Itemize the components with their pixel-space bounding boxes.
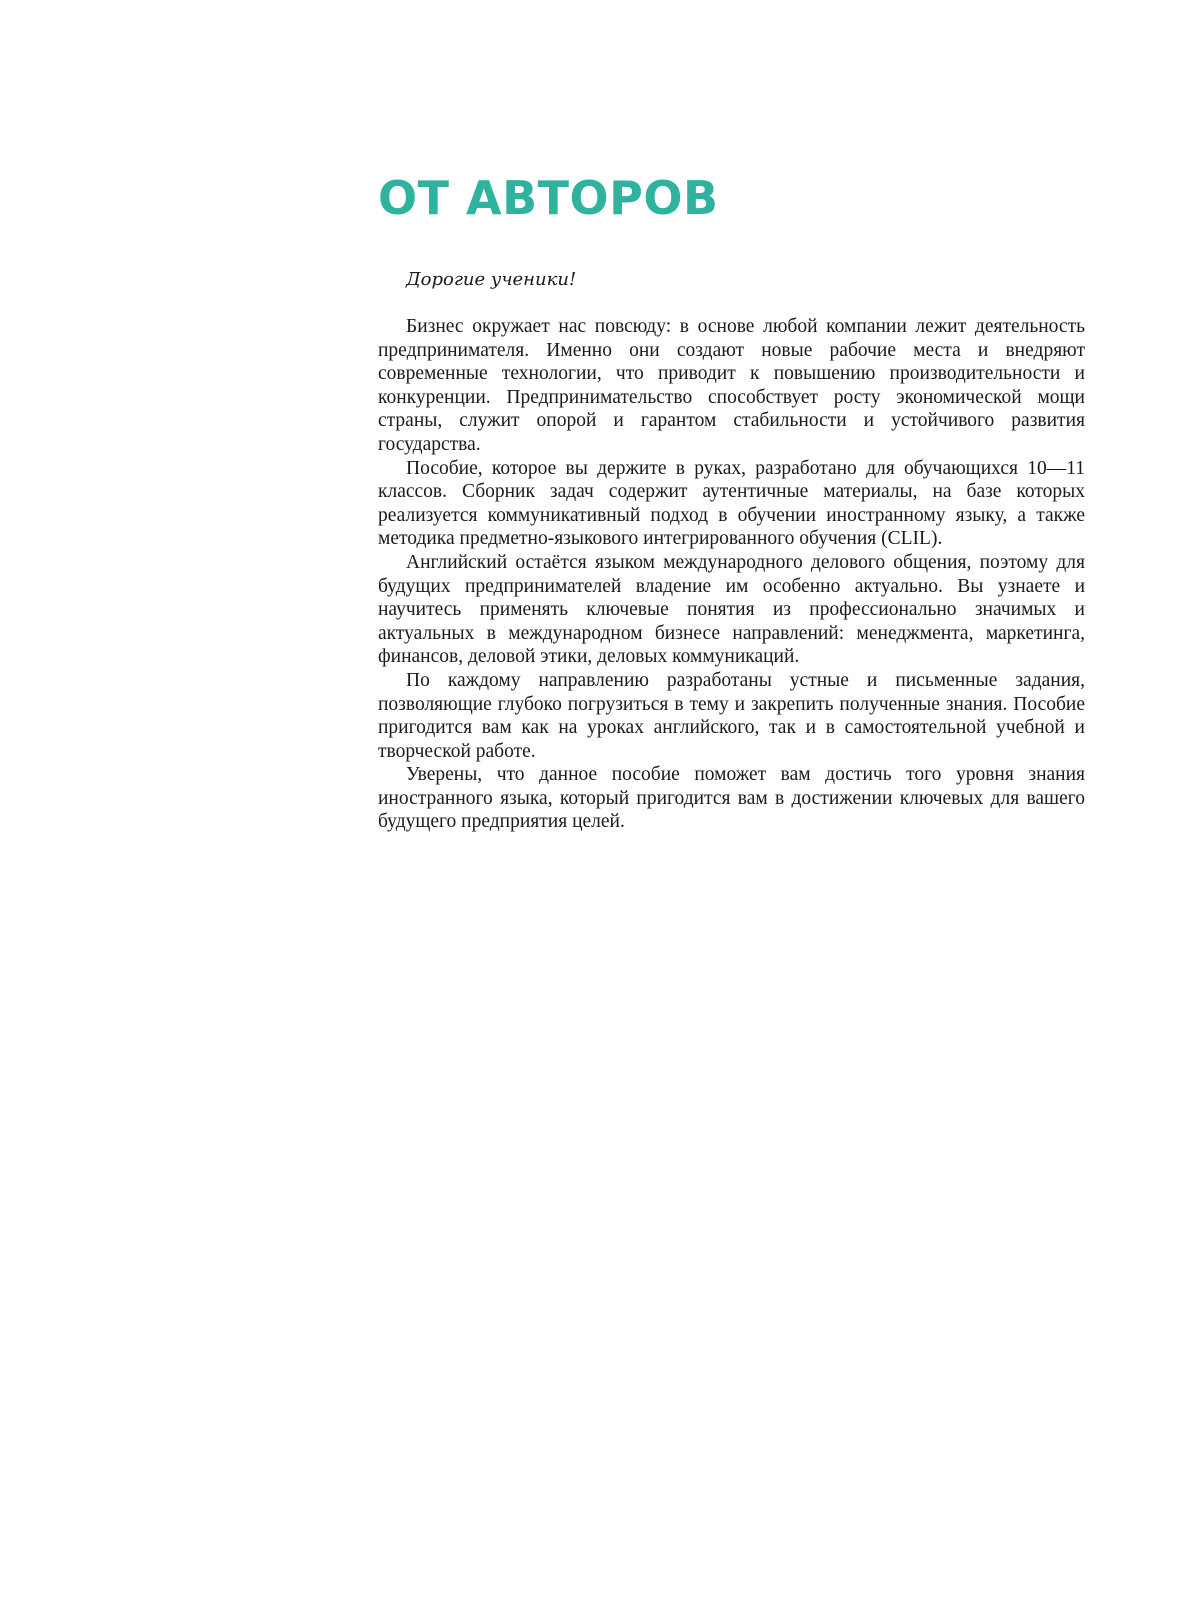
letter-body xyxy=(378,315,1085,834)
paragraph-1: Бизнес окружает нас повсюду: в основе любой компании лежит деятельность предпринимателя. Именно они создают новые рабочие места и внедряют современные технологии, что приводит к повышению производительности и конкуренции. Предпринимательство способствует росту экономической мощи страны, служит опорой и гарантом стабильности и устойчивого развития государства. xyxy=(378,316,1085,455)
paragraph-5: Уверены, что данное пособие поможет вам достичь того уровня знания иностранного языка, который пригодится вам в достижении ключевых для вашего будущего предприятия целей. xyxy=(378,764,1085,833)
paragraph-3: Английский остаётся языком международного делового общения, поэтому для будущих предпринимателей владение им особенно актуально. Вы узнаете и научитесь применять ключевые понятия из профессионально значимых и актуальных в международном бизнесе направлений: менеджмента, маркетинга, финансов, деловой этики, деловых коммуникаций. xyxy=(378,551,1085,668)
greeting: Дорогие ученики! xyxy=(406,269,577,290)
paragraph-4: По каждому направлению разработаны устные и письменные задания, позволяющие глубоко погрузиться в тему и закрепить полученные знания. Пособие пригодится вам как на уроках английского, так и в самостоятельной учебной и творческой работе. xyxy=(378,669,1085,762)
page-title: ОТ АВТОРОВ xyxy=(378,171,719,225)
content-column xyxy=(378,168,1085,834)
paragraph-2: Пособие, которое вы держите в руках, разработано для обучающихся 10—11 классов. Сборник задач содержит аутентичные материалы, на базе которых реализуется коммуникативный подход в обучении иностранному языку, а также методика предметно-языкового интегрированного обучения (CLIL). xyxy=(378,457,1085,550)
